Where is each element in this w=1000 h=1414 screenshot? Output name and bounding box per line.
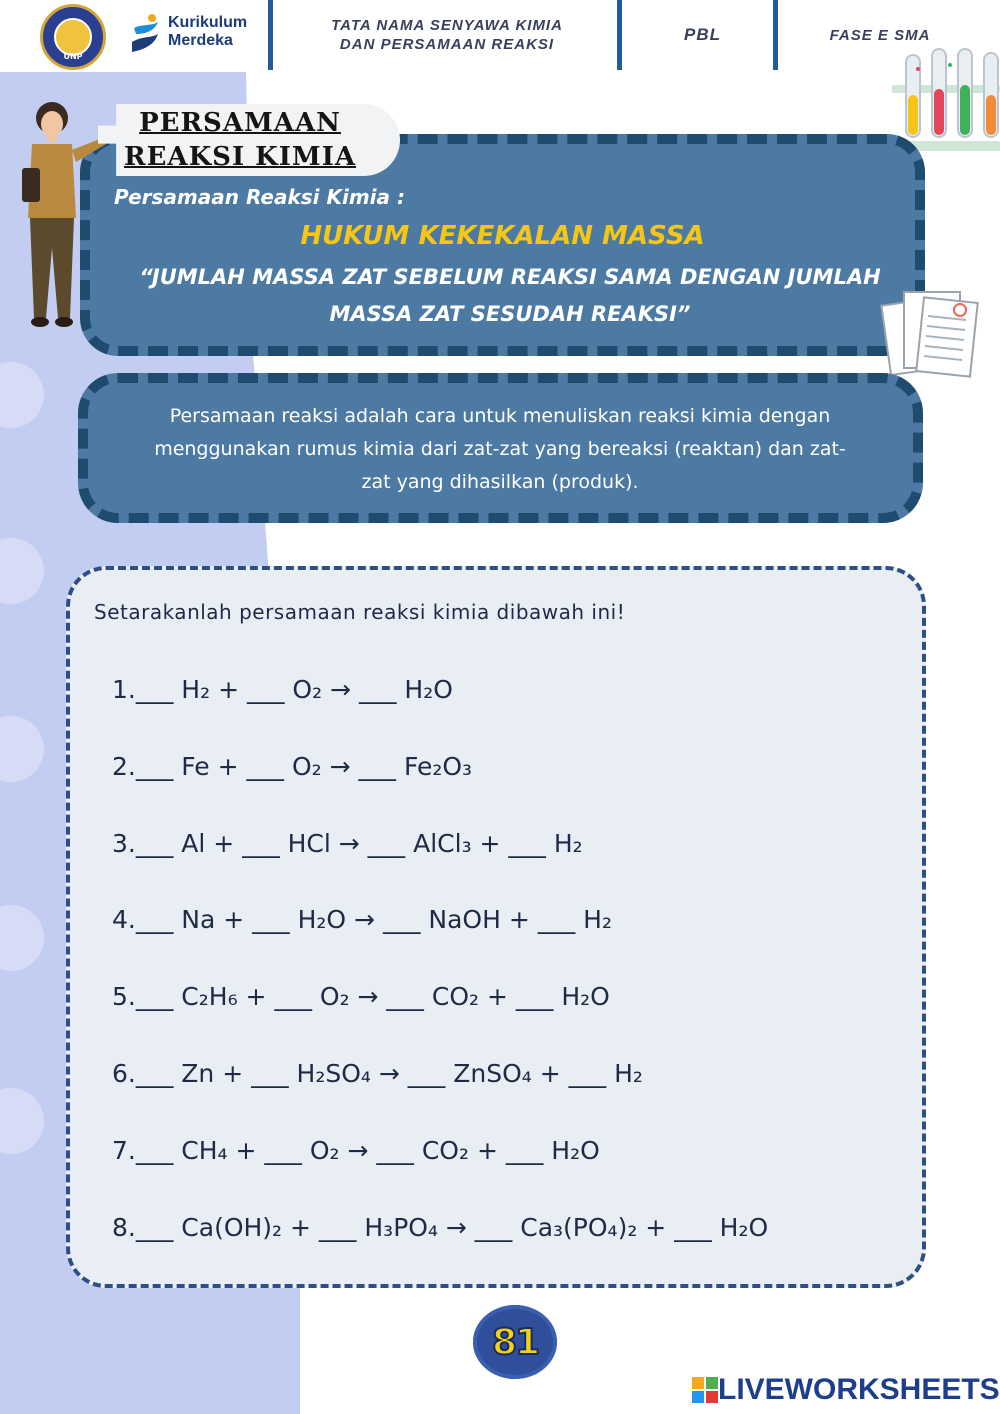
header-divider bbox=[617, 0, 622, 70]
teacher-illustration bbox=[10, 98, 110, 333]
exercise-instruction: Setarakanlah persamaan reaksi kimia dibawah ini! bbox=[94, 600, 626, 624]
header-phase: FASE E SMA bbox=[829, 27, 931, 44]
papers-icon bbox=[880, 282, 980, 382]
section-title: PERSAMAAN REAKSI KIMIA bbox=[123, 108, 357, 172]
header-divider bbox=[773, 0, 778, 70]
definition-text: Persamaan reaksi adalah cara untuk menuliskan reaksi kimia dengan menggunakan rumus kimia dari zat-zat yang bereaksi (reaktan) dan zat- zat yang dihasilkan (produk). bbox=[154, 405, 846, 493]
header-divider bbox=[268, 0, 273, 70]
header-title: TATA NAMA SENYAWA KIMIA DAN PERSAMAAN REAKSI bbox=[331, 17, 563, 53]
liveworksheets-brand: LIVEWORKSHEETS bbox=[718, 1373, 1000, 1406]
equation-4[interactable]: 4.___ Na + ___ H₂O → ___ NaOH + ___ H₂ bbox=[112, 905, 612, 934]
page-number-badge bbox=[473, 1305, 557, 1379]
equation-1[interactable]: 1.___ H₂ + ___ O₂ → ___ H₂O bbox=[112, 675, 453, 704]
university-logo: UNP bbox=[40, 4, 106, 70]
law-box-label: Persamaan Reaksi Kimia : bbox=[114, 185, 405, 209]
equation-7[interactable]: 7.___ CH₄ + ___ O₂ → ___ CO₂ + ___ H₂O bbox=[112, 1136, 600, 1165]
header-model: PBL bbox=[684, 25, 721, 44]
liveworksheets-logo-icon bbox=[692, 1377, 718, 1403]
equation-3[interactable]: 3.___ Al + ___ HCl → ___ AlCl₃ + ___ H₂ bbox=[112, 829, 583, 858]
law-quote: “JUMLAH MASSA ZAT SEBELUM REAKSI SAMA DENGAN JUMLAH MASSA ZAT SESUDAH REAKSI” bbox=[139, 265, 881, 326]
equation-8[interactable]: 8.___ Ca(OH)₂ + ___ H₃PO₄ → ___ Ca₃(PO₄)₂ + ___ H₂O bbox=[112, 1213, 769, 1242]
page-number: 81 bbox=[491, 1321, 539, 1363]
page-header bbox=[0, 0, 1000, 72]
equation-2[interactable]: 2.___ Fe + ___ O₂ → ___ Fe₂O₃ bbox=[112, 752, 473, 781]
law-heading: HUKUM KEKEKALAN MASSA bbox=[300, 221, 705, 251]
kurikulum-merdeka-logo-text: Kurikulum Merdeka bbox=[168, 14, 248, 49]
kurikulum-merdeka-icon bbox=[128, 12, 164, 56]
equation-5[interactable]: 5.___ C₂H₆ + ___ O₂ → ___ CO₂ + ___ H₂O bbox=[112, 982, 610, 1011]
equation-6[interactable]: 6.___ Zn + ___ H₂SO₄ → ___ ZnSO₄ + ___ H₂ bbox=[112, 1059, 643, 1088]
